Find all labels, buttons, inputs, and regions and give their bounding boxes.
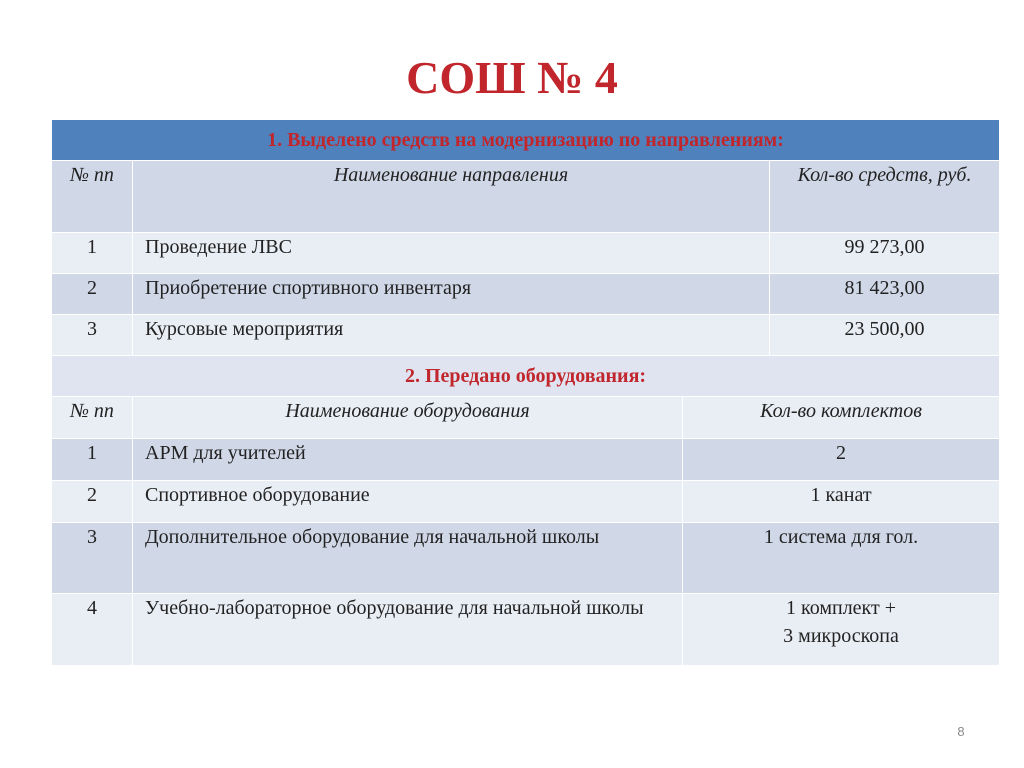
equipment-name: Спортивное оборудование (133, 481, 683, 523)
table-row (52, 439, 1000, 481)
column-header-sets-count: Кол-во комплектов (683, 397, 1000, 439)
section2-heading: 2. Передано оборудования: (52, 356, 1000, 397)
section1-column-header-row (52, 161, 1000, 233)
row-number: 1 (52, 439, 133, 481)
column-header-direction-name: Наименование направления (133, 161, 770, 233)
row-number: 2 (52, 274, 133, 315)
row-number: 4 (52, 594, 133, 666)
sets-count: 1 канат (683, 481, 1000, 523)
sets-count: 1 система для гол. (683, 523, 1000, 594)
table-row (52, 594, 1000, 666)
row-number: 2 (52, 481, 133, 523)
section1-heading: 1. Выделено средств на модернизацию по направлениям: (52, 120, 1000, 161)
direction-name: Курсовые мероприятия (133, 315, 770, 356)
table-row (52, 315, 1000, 356)
column-header-number: № пп (52, 397, 133, 439)
direction-name: Проведение ЛВС (133, 233, 770, 274)
section2-column-header-row (52, 397, 1000, 439)
table-row (52, 523, 1000, 594)
funds-amount: 99 273,00 (770, 233, 1000, 274)
table-row (52, 233, 1000, 274)
slide-title: СОШ № 4 (406, 52, 618, 103)
row-number: 3 (52, 315, 133, 356)
funding-table (51, 119, 1000, 666)
section2-header-row (52, 356, 1000, 397)
column-header-number: № пп (52, 161, 133, 233)
column-header-equipment-name: Наименование оборудования (133, 397, 683, 439)
table-row (52, 274, 1000, 315)
sets-count: 2 (683, 439, 1000, 481)
sets-count-line: 1 комплект + (786, 597, 897, 619)
sets-count (683, 594, 1000, 666)
table-row (52, 481, 1000, 523)
direction-name: Приобретение спортивного инвентаря (133, 274, 770, 315)
funds-amount: 23 500,00 (770, 315, 1000, 356)
section1-header-row (52, 120, 1000, 161)
equipment-name: АРМ для учителей (133, 439, 683, 481)
equipment-name: Учебно-лабораторное оборудование для начальной школы (133, 594, 683, 666)
slide-number: 8 (957, 724, 965, 739)
column-header-funds-amount: Кол-во средств, руб. (770, 161, 1000, 233)
equipment-name: Дополнительное оборудование для начальной школы (133, 523, 683, 594)
row-number: 1 (52, 233, 133, 274)
row-number: 3 (52, 523, 133, 594)
funds-amount: 81 423,00 (770, 274, 1000, 315)
sets-count-line: 3 микроскопа (783, 625, 899, 647)
